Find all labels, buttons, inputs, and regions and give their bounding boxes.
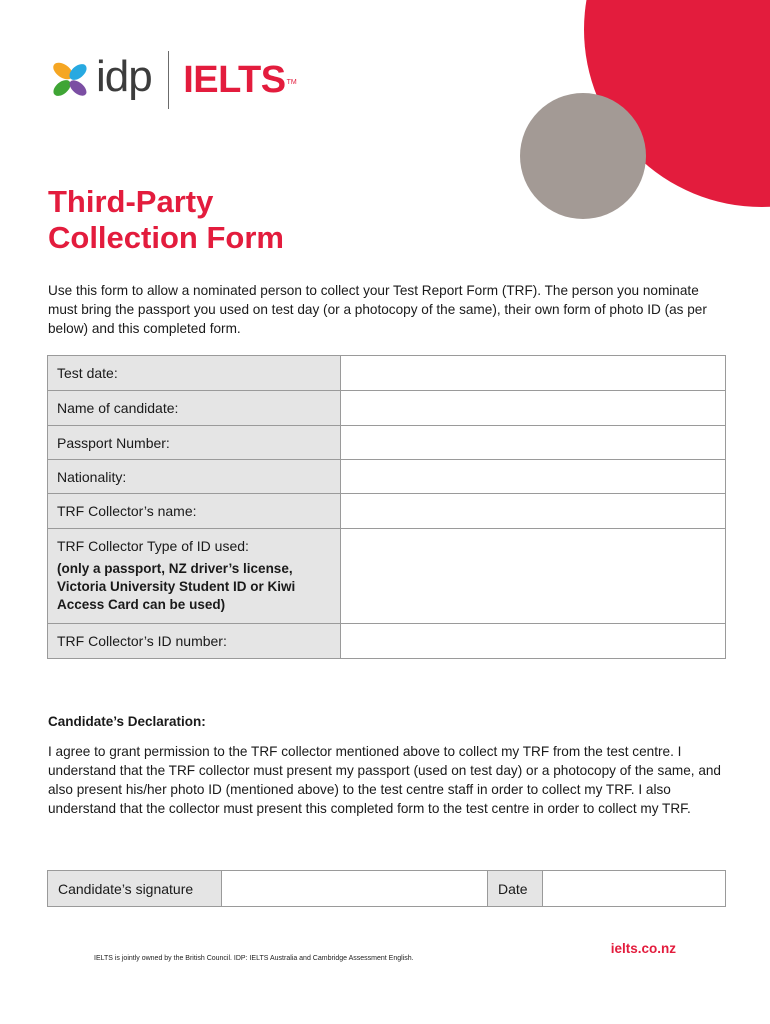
idp-logo-icon (48, 57, 94, 103)
collector-name-field[interactable] (341, 494, 726, 529)
collector-id-type-field[interactable] (341, 529, 726, 624)
ielts-wordmark: IELTS (183, 59, 286, 101)
collector-id-type-cell (48, 529, 341, 624)
table-row (48, 356, 726, 391)
table-row (48, 426, 726, 460)
test-date-label: Test date: (48, 356, 341, 391)
signature-table (47, 870, 726, 907)
idp-wordmark: idp (96, 52, 152, 101)
signature-label: Candidate’s signature (48, 871, 222, 907)
intro-paragraph: Use this form to allow a nominated person to collect your Test Report Form (TRF). The person you nominate must bring the passport you used on test day (or a photocopy of the same), their own form of photo ID (as per below) and this completed form. (48, 283, 707, 336)
table-row (48, 460, 726, 494)
collector-id-number-field[interactable] (341, 624, 726, 659)
collector-id-type-label: TRF Collector Type of ID used: (57, 538, 249, 554)
declaration-text: I agree to grant permission to the TRF collector mentioned above to collect my TRF from the test centre. I understand that the TRF collector must present my passport (used on test day) or a photocopy of the same, and also present his/her photo ID (mentioned above) to the test centre staff in order to collect my TRF. I also understand that the collector must present this completed form to the test centre in order to collect my TRF. (48, 744, 721, 816)
date-label: Date (488, 871, 543, 907)
table-row (48, 871, 726, 907)
test-date-field[interactable] (341, 356, 726, 391)
collector-name-label: TRF Collector’s name: (48, 494, 341, 529)
website-link[interactable]: ielts.co.nz (610, 941, 676, 956)
logo-divider (168, 51, 170, 109)
table-row (48, 391, 726, 426)
ownership-footnote: IELTS is jointly owned by the British Council. IDP: IELTS Australia and Cambridge Assessment English. (94, 955, 414, 962)
title-line-1: Third-Party (48, 184, 214, 219)
table-row (48, 494, 726, 529)
passport-number-label: Passport Number: (48, 426, 341, 460)
decorative-grey-circle (520, 93, 646, 219)
passport-number-field[interactable] (341, 426, 726, 460)
table-row (48, 529, 726, 624)
page-title (48, 184, 284, 256)
collection-details-table (47, 355, 726, 659)
candidate-name-label: Name of candidate: (48, 391, 341, 426)
declaration-heading: Candidate’s Declaration: (48, 714, 206, 729)
collector-id-number-label: TRF Collector’s ID number: (48, 624, 341, 659)
nationality-field[interactable] (341, 460, 726, 494)
signature-field[interactable] (222, 871, 488, 907)
id-type-restriction-note: (only a passport, NZ driver’s license, Victoria University Student ID or Kiwi Access Card can be used) (57, 561, 296, 612)
idp-ielts-logo (48, 50, 297, 110)
title-line-2: Collection Form (48, 220, 284, 255)
candidate-name-field[interactable] (341, 391, 726, 426)
table-row (48, 624, 726, 659)
date-field[interactable] (543, 871, 726, 907)
nationality-label: Nationality: (48, 460, 341, 494)
trademark-mark: TM (286, 78, 297, 86)
